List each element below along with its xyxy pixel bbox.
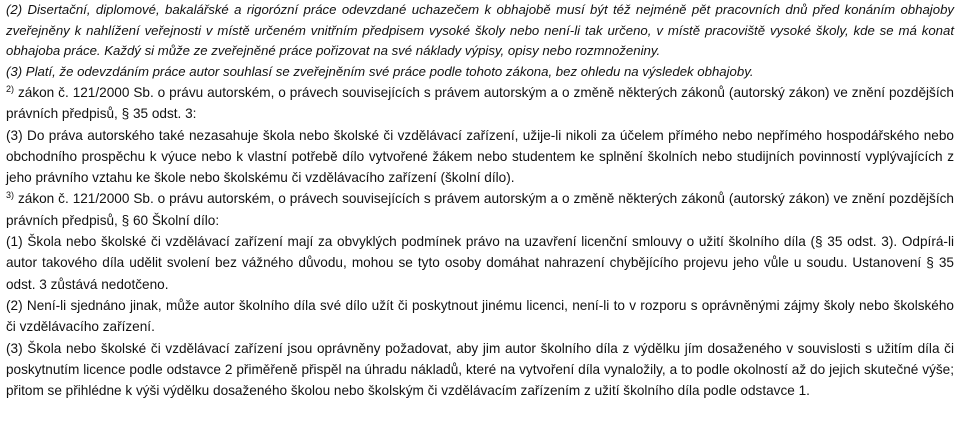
footnote-2-paragraph-3: (3) Do práva autorského také nezasahuje škola nebo školské či vzdělávací zařízení, užije-li nikoli za účelem přímého nebo nepřímého hospodářského nebo obchodního prospěchu k výuce nebo k vlastní potřebě dílo vytvořené žákem nebo studentem ke splnění školních nebo studijních povinností vyplývajících z jeho právního vztahu ke škole nebo školskému či vzdělávacího zařízení (školní dílo). <box>6 127 954 186</box>
statute-paragraph-3: (3) Platí, že odevzdáním práce autor souhlasí se zveřejněním své práce podle tohoto zákona, bez ohledu na výsledek obhajoby. <box>6 63 754 79</box>
footnote-2 <box>6 82 954 125</box>
footnote-3-marker: 3) <box>6 190 15 201</box>
footnote-3-paragraph-3: (3) Škola nebo školské či vzdělávací zařízení jsou oprávněny požadovat, aby jim autor školního díla z výdělku jím dosaženého v souvislosti s užitím díla či poskytnutím licence podle odstavce 2 přiměřeně přispěl na úhradu nákladů, které na vytvoření díla vynaložily, a to podle okolností až do jejich skutečné výše; přitom se přihlédne k výši výdělku dosaženého školou nebo školským či vzdělávacím zařízením z užití školního díla podle odstavce 1. <box>6 340 954 399</box>
footnote-3-paragraph-2: (2) Není-li sjednáno jinak, může autor školního díla své dílo užít či poskytnout jinému licenci, není-li to v rozporu s oprávněnými zájmy školy nebo školského či vzdělávacího zařízení. <box>6 297 954 335</box>
footnote-3-text: zákon č. 121/2000 Sb. o právu autorském, o právech souvisejících s právem autorským a o změně některých zákonů (autorský zákon) ve znění pozdějších právních předpisů, § 60 Školní dílo: <box>6 191 954 228</box>
footnote-2-text: zákon č. 121/2000 Sb. o právu autorském, o právech souvisejících s právem autorským a o změně některých zákonů (autorský zákon) ve znění pozdějších právních předpisů, § 35 odst. 3: <box>6 85 954 122</box>
statute-paragraph-2: (2) Disertační, diplomové, bakalářské a rigorózní práce odevzdané uchazečem k obhajobě musí být též nejméně pět pracovních dnů před konáním obhajoby zveřejněny k nahlížení veřejnosti v místě určeném vnitřním předpisem vysoké školy nebo není-li tak určeno, v místě pracoviště vysoké školy, kde se má konat obhajoba práce. Každý si může ze zveřejněné práce pořizovat na své náklady výpisy, opisy nebo rozmnoženiny. <box>6 2 954 58</box>
footnote-2-marker: 2) <box>6 84 15 94</box>
footnote-3-paragraph-1: (1) Škola nebo školské či vzdělávací zařízení mají za obvyklých podmínek právo na uzavření licenční smlouvy o užití školního díla (§ 35 odst. 3). Odpírá-li autor takového díla udělit svolení bez vážného důvodu, mohou se tyto osoby domáhat nahrazení chybějícího projevu jeho vůle u soudu. Ustanovení § 35 odst. 3 zůstává nedotčeno. <box>6 234 954 292</box>
footnote-3 <box>6 188 954 231</box>
